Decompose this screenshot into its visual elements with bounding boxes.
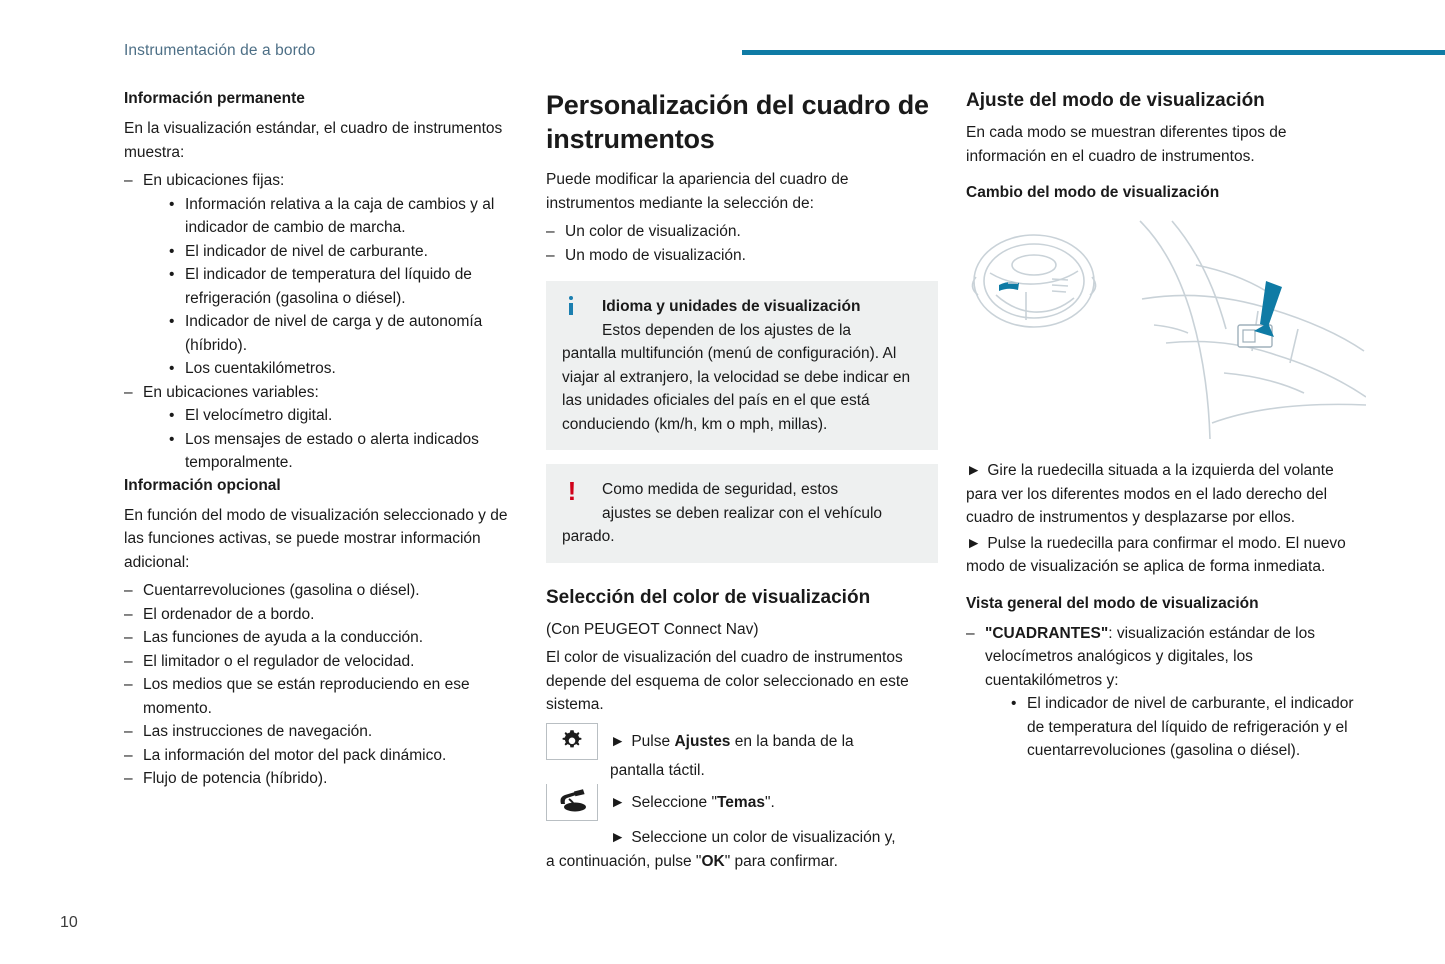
list-item-label: Los medios que se están reproduciendo en ese momento. xyxy=(143,676,470,717)
sublist xyxy=(167,193,524,381)
dash-marker: – xyxy=(124,652,133,670)
paragraph-intro-opcional: En función del modo de visualización seleccionado y de las funciones activas, se puede mostrar información adicional: xyxy=(124,506,508,571)
page-header-title: Instrumentación de a bordo xyxy=(124,42,316,59)
list-item xyxy=(167,193,524,240)
dash-marker: – xyxy=(124,172,133,189)
step-text-temas xyxy=(598,784,775,815)
header-accent-rule xyxy=(742,50,1445,55)
bullet-marker: • xyxy=(169,195,175,213)
list-opcional xyxy=(124,579,524,791)
column-left xyxy=(124,88,524,791)
list-item xyxy=(167,404,524,428)
arrow-icon: ► xyxy=(966,462,982,479)
page-number: 10 xyxy=(60,914,78,931)
info-box-title: Idioma y unidades de visualización xyxy=(602,298,861,315)
dash-marker: – xyxy=(124,746,133,764)
arrow-icon: ► xyxy=(610,829,626,846)
paragraph-personalizacion-intro: Puede modificar la apariencia del cuadro de instrumentos mediante la selección de: xyxy=(546,171,849,212)
list-item xyxy=(124,579,524,603)
dash-marker: – xyxy=(124,676,133,693)
paragraph-color-intro: El color de visualización del cuadro de instrumentos depende del esquema de color seleccionado en este sistema. xyxy=(546,649,909,713)
list-item xyxy=(167,357,524,381)
list-item xyxy=(124,603,524,627)
step-row-ajustes xyxy=(546,723,938,761)
note-connect-nav: (Con PEUGEOT Connect Nav) xyxy=(546,620,759,638)
list-item xyxy=(167,240,524,264)
dash-marker: – xyxy=(124,605,133,623)
touchscreen-steps xyxy=(546,723,938,874)
heading-informacion-permanente: Información permanente xyxy=(124,90,305,107)
step-text-bold: Ajustes xyxy=(674,732,731,750)
bullet-marker: • xyxy=(169,360,175,377)
dash-marker: – xyxy=(546,246,555,264)
arrow-icon: ► xyxy=(966,534,982,552)
list-item xyxy=(124,720,524,744)
info-icon xyxy=(562,296,580,315)
list-item xyxy=(124,650,524,674)
list-vista-general xyxy=(966,622,1366,763)
step-text-bold: Temas xyxy=(716,794,765,811)
paragraph-intro-permanente: En la visualización estándar, el cuadro de instrumentos muestra: xyxy=(124,120,503,161)
list-item xyxy=(167,263,524,310)
info-box-first-line: Estos dependen de los ajustes de la xyxy=(602,321,852,339)
bullet-pulse-ruedecilla xyxy=(966,532,1366,579)
bullet-marker: • xyxy=(169,266,175,283)
heading-seleccion-color: Selección del color de visualización xyxy=(546,586,871,608)
heading-cambio-modo: Cambio del modo de visualización xyxy=(966,184,1220,201)
step-text-pre: Pulse xyxy=(631,732,675,750)
warning-box-first-line: Como medida de seguridad, estos xyxy=(602,481,839,498)
column-center xyxy=(546,88,938,873)
bullet-marker: • xyxy=(169,313,175,330)
step-text-post: en la banda de la xyxy=(730,732,854,750)
list-item-label: Indicador de nivel de carga y de autonomía (híbrido). xyxy=(185,313,483,354)
step-text-color xyxy=(546,826,938,850)
list-item xyxy=(1009,692,1366,763)
warning-callout-box xyxy=(546,464,938,563)
list-item-label: El ordenador de a bordo. xyxy=(143,605,315,623)
step-text-ajustes xyxy=(598,723,854,754)
arrow-icon: ► xyxy=(610,732,626,750)
list-item-label: La información del motor del pack dinámico. xyxy=(143,746,447,764)
list-item-label: Información relativa a la caja de cambios y al indicador de cambio de marcha. xyxy=(185,195,495,236)
list-item-label: El velocímetro digital. xyxy=(185,407,333,424)
heading-ajuste-modo: Ajuste del modo de visualización xyxy=(966,90,1265,111)
overview-text: : visualización estándar de los velocímetros analógicos y digitales, los cuentakilómetros y: xyxy=(985,624,1315,689)
bullet-marker: • xyxy=(169,407,175,424)
bullet-gire-ruedecilla xyxy=(966,459,1366,530)
step3-line2-bold: OK xyxy=(701,852,725,870)
bullet-text: Pulse la ruedecilla para confirmar el modo. El nuevo modo de visualización se aplica de forma inmediata. xyxy=(966,534,1346,575)
step-text-pre: Seleccione " xyxy=(631,794,717,811)
step3-text: Seleccione un color de visualización y, xyxy=(631,829,896,846)
paint-roller-icon[interactable] xyxy=(546,784,598,821)
column-right xyxy=(966,88,1366,763)
list-item xyxy=(124,169,524,381)
list-item-label: El limitador o el regulador de velocidad. xyxy=(143,652,415,670)
list-item-label: Flujo de potencia (híbrido). xyxy=(143,770,328,787)
heading-informacion-opcional: Información opcional xyxy=(124,476,281,494)
list-item-label: Un modo de visualización. xyxy=(565,246,746,264)
list-item xyxy=(167,310,524,357)
list-item-label: Las instrucciones de navegación. xyxy=(143,723,373,740)
warning-box-body: parado. xyxy=(562,528,615,545)
gear-icon[interactable] xyxy=(546,723,598,760)
dash-marker: – xyxy=(124,629,133,646)
list-item-label: Cuentarrevoluciones (gasolina o diésel). xyxy=(143,582,420,599)
list-item xyxy=(124,744,524,768)
step-text-ajustes-line2: pantalla táctil. xyxy=(610,761,705,779)
list-item-label: Las funciones de ayuda a la conducción. xyxy=(143,629,424,646)
step3-line2-pre: a continuación, pulse " xyxy=(546,852,702,870)
list-item-label: En ubicaciones variables: xyxy=(143,383,319,401)
sublist xyxy=(167,404,524,475)
info-box-body: pantalla multifunción (menú de configuración). Al viajar al extranjero, la velocidad se debe indicar en las unidades oficiales del país en el que está conduciendo (km/h, km o mph, millas). xyxy=(562,345,911,433)
list-item xyxy=(546,220,938,244)
list-item xyxy=(167,428,524,475)
heading-vista-general: Vista general del modo de visualización xyxy=(966,594,1259,612)
list-item-label: En ubicaciones fijas: xyxy=(143,172,285,189)
dash-marker: – xyxy=(124,770,133,787)
steering-wheel-and-dashboard-illustration xyxy=(966,213,1366,453)
step-text-post: ". xyxy=(764,794,775,811)
list-item-label: El indicador de nivel de carburante, el indicador de temperatura del líquido de refrigeración y el cuentarrevoluciones (gasolina o diésel). xyxy=(1027,695,1354,759)
sublist xyxy=(1009,692,1366,763)
bullet-marker: • xyxy=(1011,695,1017,712)
bullet-marker: • xyxy=(169,242,175,260)
dash-marker: – xyxy=(124,723,133,740)
warning-box-second-line: ajustes se deben realizar con el vehículo xyxy=(602,504,883,522)
info-callout-box xyxy=(546,281,938,450)
list-item xyxy=(124,626,524,650)
list-item xyxy=(124,673,524,720)
list-item-label: El indicador de temperatura del líquido de refrigeración (gasolina o diésel). xyxy=(185,266,472,307)
step3-line2-post: " para confirmar. xyxy=(724,852,838,870)
list-item-label: Los cuentakilómetros. xyxy=(185,360,336,377)
dash-marker: – xyxy=(966,624,975,642)
list-item xyxy=(124,381,524,475)
list-item-label: Un color de visualización. xyxy=(565,223,741,240)
list-permanente xyxy=(124,169,524,475)
bullet-marker: • xyxy=(169,430,175,448)
arrow-icon: ► xyxy=(610,794,626,811)
info-icon-dot xyxy=(569,296,573,300)
chapter-title: Personalización del cuadro de instrumentos xyxy=(546,90,929,154)
dash-marker: – xyxy=(124,582,133,599)
bullet-text: Gire la ruedecilla situada a la izquierda del volante para ver los diferentes modos en el lado derecho del cuadro de instrumentos y desplazarse por ellos. xyxy=(966,462,1334,526)
step-row-temas xyxy=(546,784,938,822)
step-text-color-line2 xyxy=(546,850,938,874)
info-icon-bar xyxy=(569,303,573,315)
dash-marker: – xyxy=(124,383,133,401)
overview-bold-label: "CUADRANTES" xyxy=(985,624,1109,642)
list-item-label: Los mensajes de estado o alerta indicados temporalmente. xyxy=(185,430,479,471)
list-personalizacion xyxy=(546,220,938,267)
list-item-label: El indicador de nivel de carburante. xyxy=(185,242,428,260)
list-item xyxy=(546,244,938,268)
warning-icon: ! xyxy=(567,476,577,506)
paragraph-ajuste-intro: En cada modo se muestran diferentes tipos de información en el cuadro de instrumentos. xyxy=(966,124,1287,165)
list-item xyxy=(966,622,1366,763)
dash-marker: – xyxy=(546,223,555,240)
list-item xyxy=(124,767,524,791)
